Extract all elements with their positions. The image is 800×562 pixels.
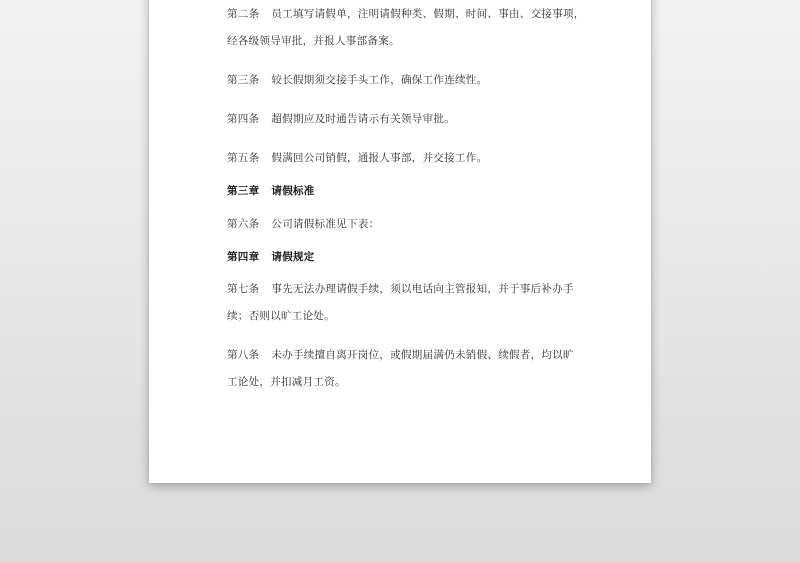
chapter-3-title: 请假标准 bbox=[271, 185, 315, 197]
chapter-3-heading bbox=[227, 183, 315, 198]
article-3-text: 较长假期须交接手头工作，确保工作连续性。 bbox=[271, 74, 488, 86]
article-8-number: 第八条 bbox=[227, 349, 260, 361]
article-4-text: 超假期应及时通告请示有关领导审批。 bbox=[271, 113, 456, 125]
article-6-text: 公司请假标准见下表： bbox=[271, 218, 380, 230]
chapter-4-title: 请假规定 bbox=[271, 251, 315, 263]
article-3 bbox=[227, 72, 487, 87]
article-2-line-1 bbox=[227, 6, 585, 21]
article-8-line-1 bbox=[227, 347, 574, 362]
chapter-3-number: 第三章 bbox=[227, 185, 260, 197]
article-4-number: 第四条 bbox=[227, 113, 260, 125]
document-page bbox=[149, 0, 651, 483]
article-7-line-1 bbox=[227, 281, 574, 296]
article-7-line-2: 续；否则以旷工论处。 bbox=[227, 310, 335, 322]
article-6-number: 第六条 bbox=[227, 218, 260, 230]
article-5-number: 第五条 bbox=[227, 152, 260, 164]
article-7-number: 第七条 bbox=[227, 283, 260, 295]
article-3-number: 第三条 bbox=[227, 74, 260, 86]
chapter-4-heading bbox=[227, 249, 315, 264]
article-2-text-line-1: 员工填写请假单，注明请假种类、假期、时间、事由、交接事项， bbox=[271, 8, 585, 20]
article-8-text-line-1: 未办手续擅自离开岗位，或假期届满仍未销假、续假者，均以旷 bbox=[271, 349, 574, 361]
article-2-line-2: 经各级领导审批，并报人事部备案。 bbox=[227, 35, 400, 47]
article-6 bbox=[227, 216, 379, 231]
chapter-4-number: 第四章 bbox=[227, 251, 260, 263]
article-8-line-2: 工论处，并扣减月工资。 bbox=[227, 376, 346, 388]
article-7-text-line-1: 事先无法办理请假手续，须以电话向主管报知，并于事后补办手 bbox=[271, 283, 574, 295]
article-5-text: 假满回公司销假，通报人事部，并交接工作。 bbox=[271, 152, 488, 164]
article-5 bbox=[227, 150, 487, 165]
article-2-number: 第二条 bbox=[227, 8, 260, 20]
article-4 bbox=[227, 111, 455, 126]
